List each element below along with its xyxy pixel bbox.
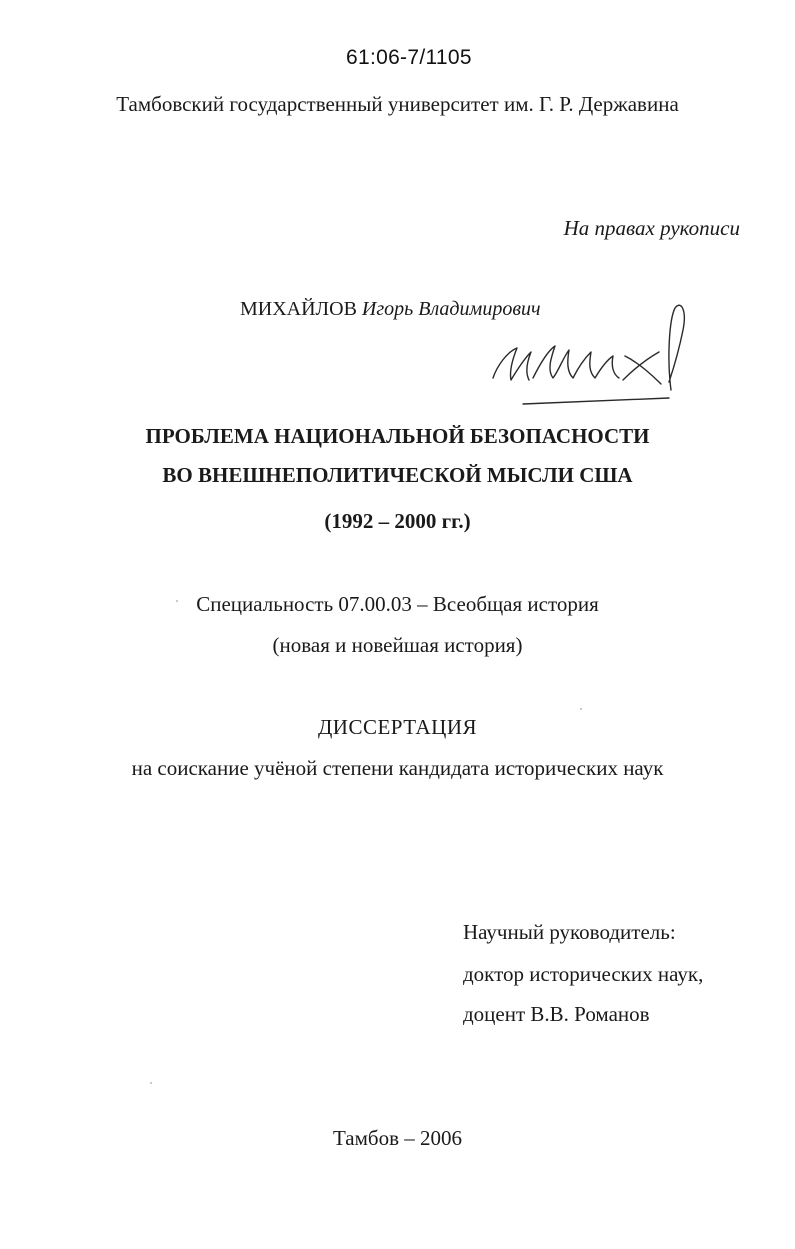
document-type: ДИССЕРТАЦИЯ bbox=[317, 715, 478, 739]
scan-speck bbox=[150, 1082, 152, 1084]
university-name: Тамбовский государственный университет им. Г. Р. Державина bbox=[116, 92, 679, 116]
handwritten-signature bbox=[483, 300, 693, 410]
catalog-number: 61:06-7/1105 bbox=[346, 46, 472, 69]
advisor-name: доцент В.В. Романов bbox=[463, 1002, 650, 1026]
manuscript-note: На правах рукописи bbox=[563, 216, 740, 240]
specialty-subtitle: (новая и новейшая история) bbox=[272, 633, 523, 657]
title-line-2: ВО ВНЕШНЕПОЛИТИЧЕСКОЙ МЫСЛИ США bbox=[162, 463, 633, 487]
author-surname: МИХАЙЛОВ bbox=[240, 298, 357, 320]
advisor-heading: Научный руководитель: bbox=[463, 920, 676, 944]
title-years: (1992 – 2000 гг.) bbox=[324, 509, 471, 533]
degree-line: на соискание учёной степени кандидата исторических наук bbox=[131, 756, 664, 780]
advisor-degree: доктор исторических наук, bbox=[463, 962, 704, 986]
title-line-1: ПРОБЛЕМА НАЦИОНАЛЬНОЙ БЕЗОПАСНОСТИ bbox=[145, 424, 650, 448]
specialty-line: Специальность 07.00.03 – Всеобщая история bbox=[196, 592, 599, 616]
author-given-names: Игорь Владимирович bbox=[361, 298, 541, 320]
scan-speck bbox=[176, 600, 178, 602]
scan-speck bbox=[580, 708, 582, 710]
place-and-year: Тамбов – 2006 bbox=[332, 1126, 462, 1150]
